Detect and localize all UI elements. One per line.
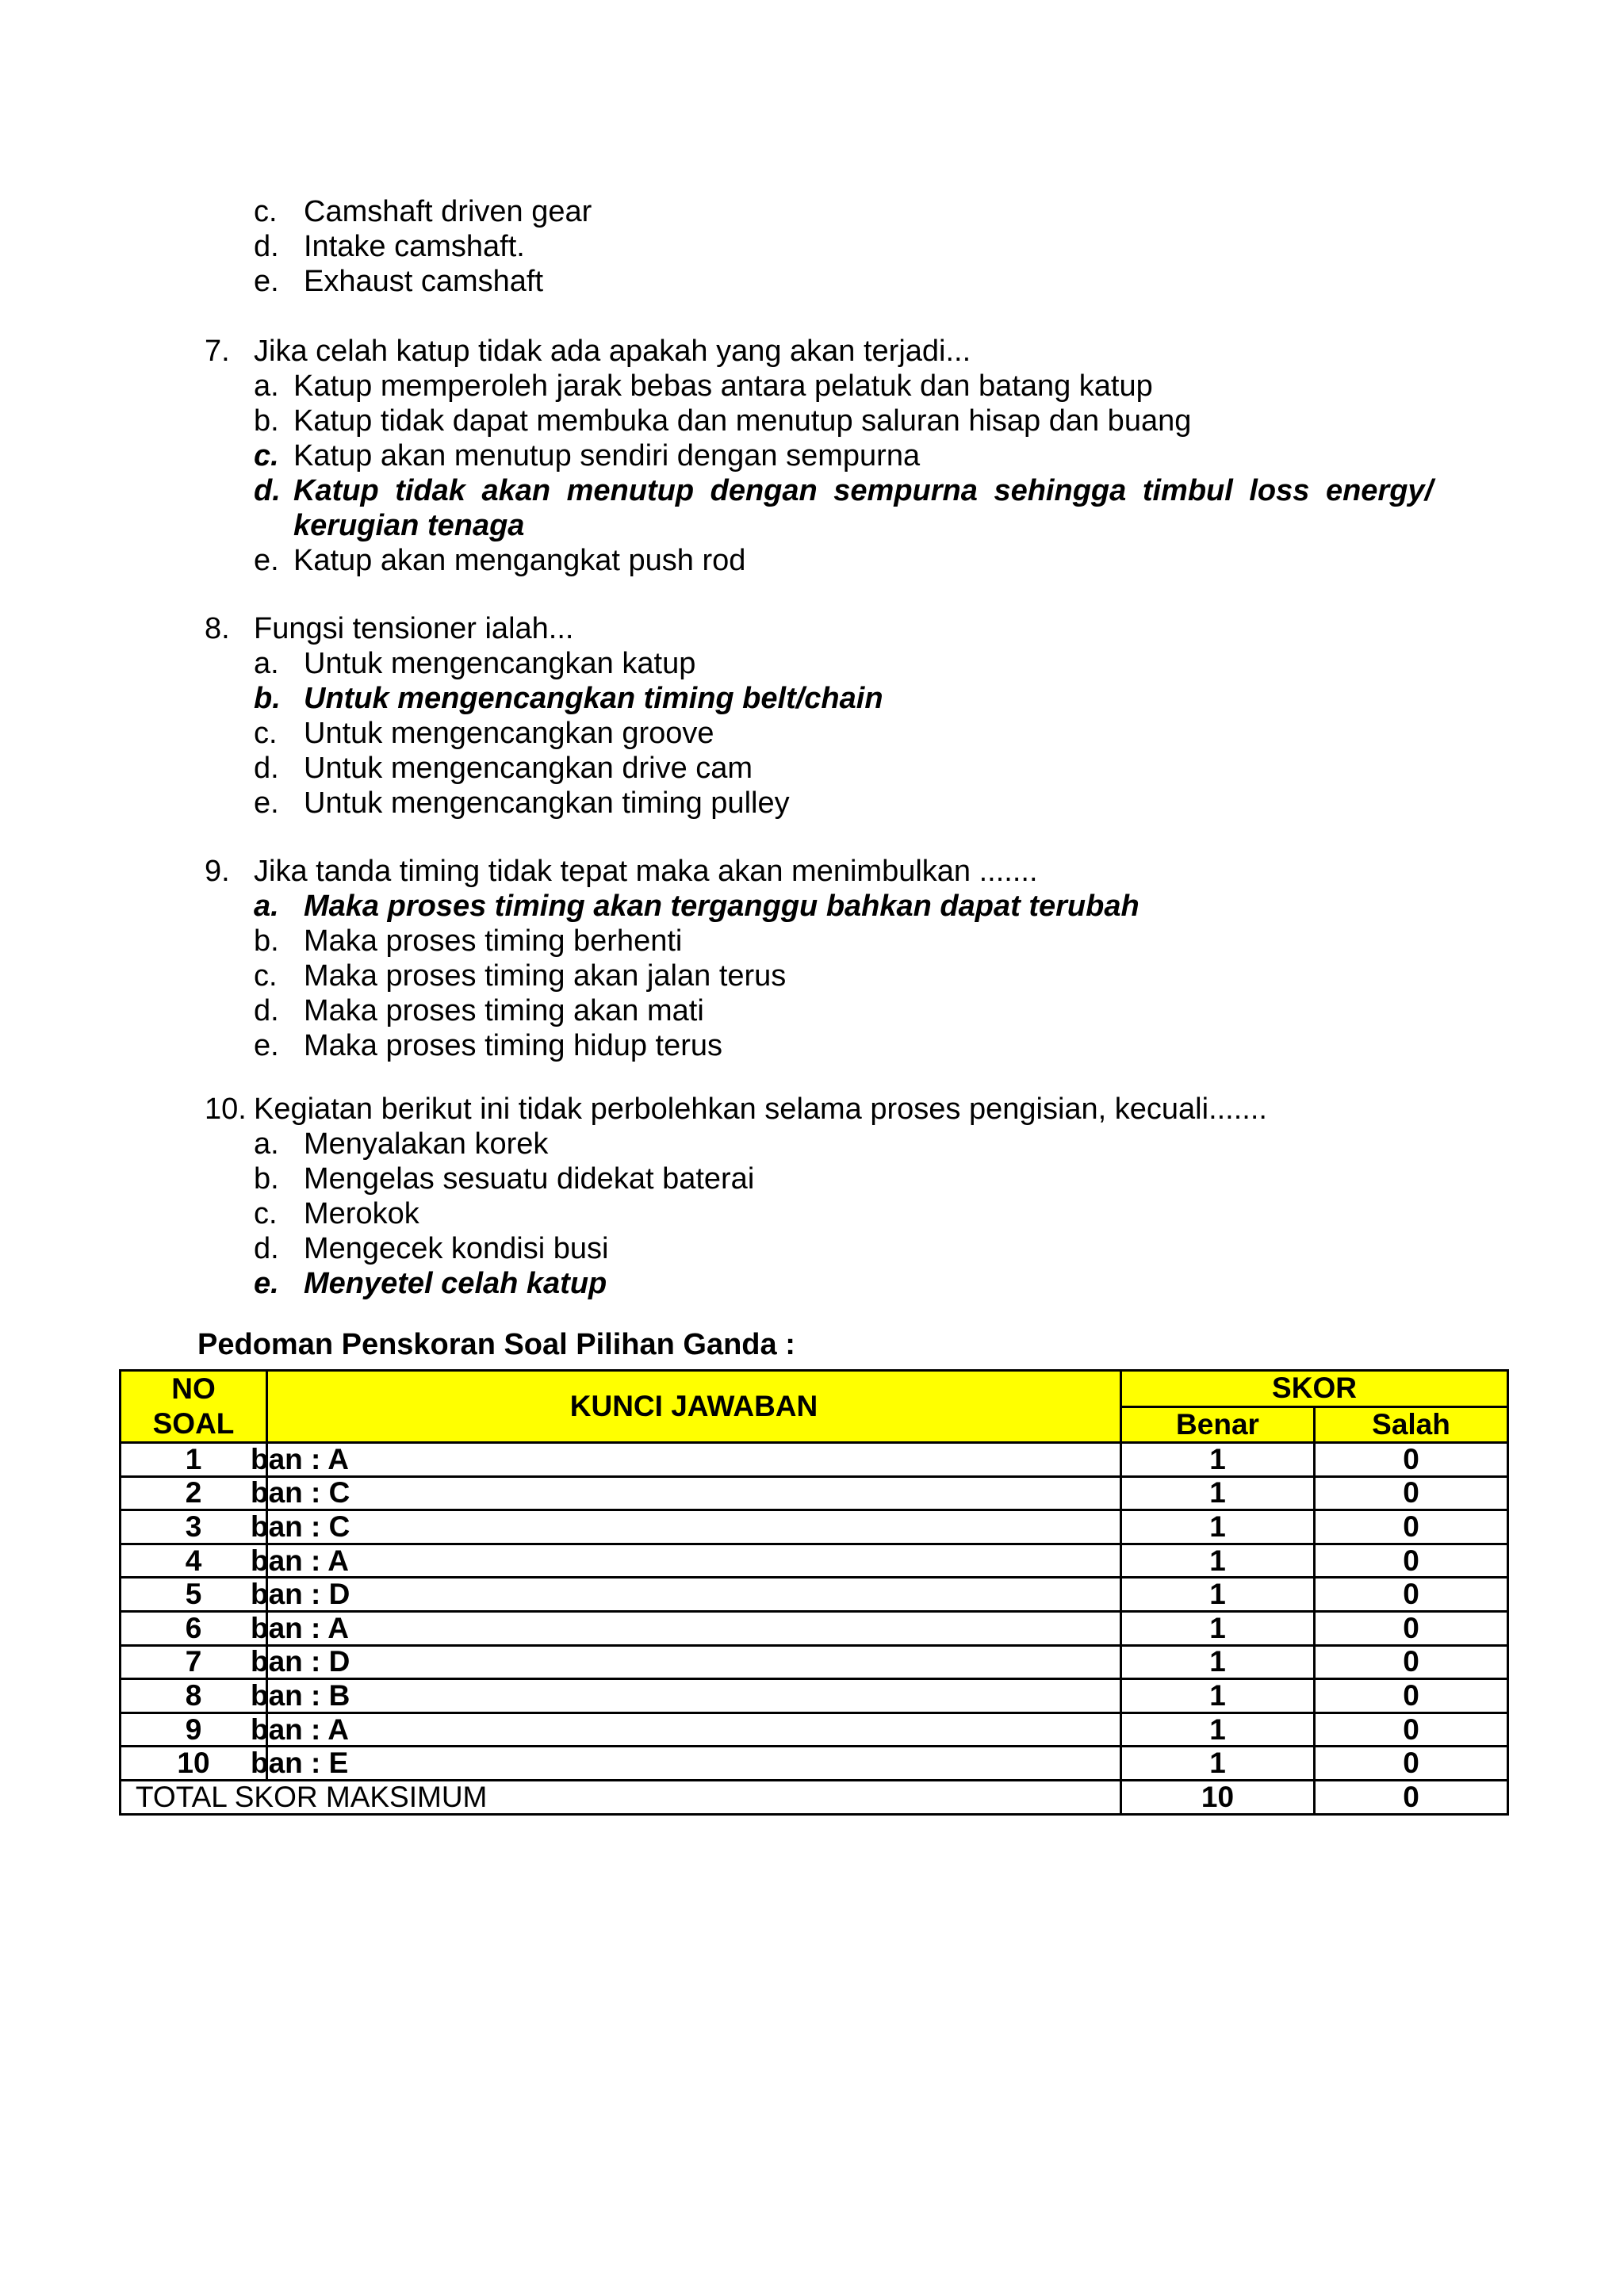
- option-text: Exhaust camshaft: [304, 265, 544, 298]
- option-letter: d.: [254, 752, 279, 785]
- total-benar: 10: [1121, 1780, 1315, 1814]
- table-row: [121, 1645, 1508, 1679]
- table-row: [121, 1679, 1508, 1713]
- score-benar: 1: [1121, 1645, 1315, 1679]
- row-number: 3: [121, 1510, 267, 1544]
- option-text: Katup tidak dapat membuka dan menutup saluran hisap dan buang: [293, 404, 1192, 438]
- question-number: 8.: [205, 612, 230, 645]
- score-salah: 0: [1315, 1712, 1508, 1747]
- table-row: [121, 1476, 1508, 1510]
- row-number: 1: [121, 1443, 267, 1477]
- scoring-table: [119, 1369, 1509, 1816]
- question-text: Kegiatan berikut ini tidak perbolehkan selama proses pengisian, kecuali.......: [254, 1093, 1267, 1126]
- option-letter: c.: [254, 1197, 278, 1230]
- answer-key: ban : A: [267, 1712, 1121, 1747]
- option-letter: e.: [254, 786, 279, 820]
- option-letter: d.: [254, 994, 279, 1027]
- table-row: [121, 1747, 1508, 1781]
- option-text: Mengelas sesuatu didekat baterai: [304, 1162, 755, 1196]
- score-benar: 1: [1121, 1611, 1315, 1645]
- question-text: Jika celah katup tidak ada apakah yang akan terjadi...: [254, 335, 971, 368]
- option-letter: d.: [254, 1232, 279, 1265]
- option-letter: c.: [254, 717, 278, 750]
- option-text: Maka proses timing akan jalan terus: [304, 959, 787, 993]
- answer-key: ban : C: [267, 1510, 1121, 1544]
- option-text-correct: Menyetel celah katup: [304, 1267, 607, 1300]
- row-number: 4: [121, 1544, 267, 1578]
- option-letter: b.: [254, 682, 281, 715]
- answer-key: ban : E: [267, 1747, 1121, 1781]
- score-benar: 1: [1121, 1712, 1315, 1747]
- row-number: 5: [121, 1578, 267, 1612]
- option-letter: a.: [254, 1127, 279, 1161]
- score-benar: 1: [1121, 1679, 1315, 1713]
- row-number: 8: [121, 1679, 267, 1713]
- total-label: TOTAL SKOR MAKSIMUM: [121, 1780, 1121, 1814]
- option-text: Maka proses timing berhenti: [304, 924, 683, 958]
- option-text-continuation: kerugian tenaga: [293, 509, 525, 542]
- answer-key: ban : A: [267, 1611, 1121, 1645]
- answer-key: ban : B: [267, 1679, 1121, 1713]
- question-text: Fungsi tensioner ialah...: [254, 612, 574, 645]
- question-number: 9.: [205, 855, 230, 888]
- option-text-correct: Katup tidak akan menutup dengan sempurna sehingga timbul loss energy/: [293, 474, 1434, 507]
- score-benar: 1: [1121, 1747, 1315, 1781]
- answer-key: ban : D: [267, 1578, 1121, 1612]
- option-letter: e.: [254, 1029, 279, 1062]
- table-row: [121, 1611, 1508, 1645]
- option-letter: a.: [254, 369, 279, 403]
- score-salah: 0: [1315, 1510, 1508, 1544]
- question-text: Jika tanda timing tidak tepat maka akan menimbulkan .......: [254, 855, 1038, 888]
- scoring-heading: Pedoman Penskoran Soal Pilihan Ganda :: [197, 1328, 795, 1361]
- option-text: Untuk mengencangkan groove: [304, 717, 714, 750]
- option-text: Camshaft driven gear: [304, 195, 592, 228]
- option-text: Untuk mengencangkan drive cam: [304, 752, 753, 785]
- header-no-line2: SOAL: [152, 1407, 235, 1440]
- score-benar: 1: [1121, 1443, 1315, 1477]
- option-text: Katup memperoleh jarak bebas antara pelatuk dan batang katup: [293, 369, 1153, 403]
- score-benar: 1: [1121, 1510, 1315, 1544]
- option-letter: c.: [254, 959, 278, 993]
- answer-key: ban : D: [267, 1645, 1121, 1679]
- option-text: Maka proses timing akan mati: [304, 994, 704, 1027]
- table-row: [121, 1443, 1508, 1477]
- score-salah: 0: [1315, 1443, 1508, 1477]
- score-salah: 0: [1315, 1645, 1508, 1679]
- option-text-correct: Untuk mengencangkan timing belt/chain: [304, 682, 883, 715]
- option-letter: d.: [254, 474, 281, 507]
- table-row: [121, 1544, 1508, 1578]
- header-no-soal: [121, 1371, 267, 1443]
- score-benar: 1: [1121, 1578, 1315, 1612]
- option-text: Mengecek kondisi busi: [304, 1232, 609, 1265]
- option-text: Katup akan mengangkat push rod: [293, 544, 746, 577]
- header-benar: Benar: [1121, 1406, 1315, 1443]
- option-text: Intake camshaft.: [304, 230, 525, 263]
- option-text: Merokok: [304, 1197, 419, 1230]
- score-salah: 0: [1315, 1611, 1508, 1645]
- option-text: Menyalakan korek: [304, 1127, 549, 1161]
- option-letter: e.: [254, 265, 279, 298]
- option-letter: c.: [254, 195, 278, 228]
- score-benar: 1: [1121, 1476, 1315, 1510]
- table-row: [121, 1578, 1508, 1612]
- row-number: 10: [121, 1747, 267, 1781]
- option-text: Untuk mengencangkan katup: [304, 647, 696, 680]
- option-letter: b.: [254, 924, 279, 958]
- option-text: Untuk mengencangkan timing pulley: [304, 786, 790, 820]
- question-number: 7.: [205, 335, 230, 368]
- total-row: [121, 1780, 1508, 1814]
- option-letter: b.: [254, 404, 279, 438]
- answer-key: ban : A: [267, 1443, 1121, 1477]
- row-number: 7: [121, 1645, 267, 1679]
- answer-key: ban : C: [267, 1476, 1121, 1510]
- option-letter: d.: [254, 230, 279, 263]
- score-salah: 0: [1315, 1476, 1508, 1510]
- option-letter: a.: [254, 647, 279, 680]
- header-kunci-jawaban: KUNCI JAWABAN: [267, 1371, 1121, 1443]
- option-letter: a.: [254, 890, 279, 923]
- option-letter: e.: [254, 1267, 279, 1300]
- option-text: Maka proses timing hidup terus: [304, 1029, 723, 1062]
- option-text: Katup akan menutup sendiri dengan sempurna: [293, 439, 921, 473]
- answer-key: ban : A: [267, 1544, 1121, 1578]
- row-number: 6: [121, 1611, 267, 1645]
- option-letter: e.: [254, 544, 279, 577]
- header-skor: SKOR: [1121, 1371, 1508, 1407]
- score-benar: 1: [1121, 1544, 1315, 1578]
- option-letter: b.: [254, 1162, 279, 1196]
- table-row: [121, 1510, 1508, 1544]
- option-text-correct: Maka proses timing akan terganggu bahkan dapat terubah: [304, 890, 1139, 923]
- question-number: 10.: [205, 1093, 247, 1126]
- header-no-line1: NO: [171, 1372, 216, 1405]
- score-salah: 0: [1315, 1679, 1508, 1713]
- score-salah: 0: [1315, 1544, 1508, 1578]
- header-salah: Salah: [1315, 1406, 1508, 1443]
- row-number: 9: [121, 1712, 267, 1747]
- header-row: [121, 1371, 1508, 1407]
- total-salah: 0: [1315, 1780, 1508, 1814]
- row-number: 2: [121, 1476, 267, 1510]
- option-letter: c.: [254, 439, 279, 473]
- score-salah: 0: [1315, 1747, 1508, 1781]
- table-row: [121, 1712, 1508, 1747]
- score-salah: 0: [1315, 1578, 1508, 1612]
